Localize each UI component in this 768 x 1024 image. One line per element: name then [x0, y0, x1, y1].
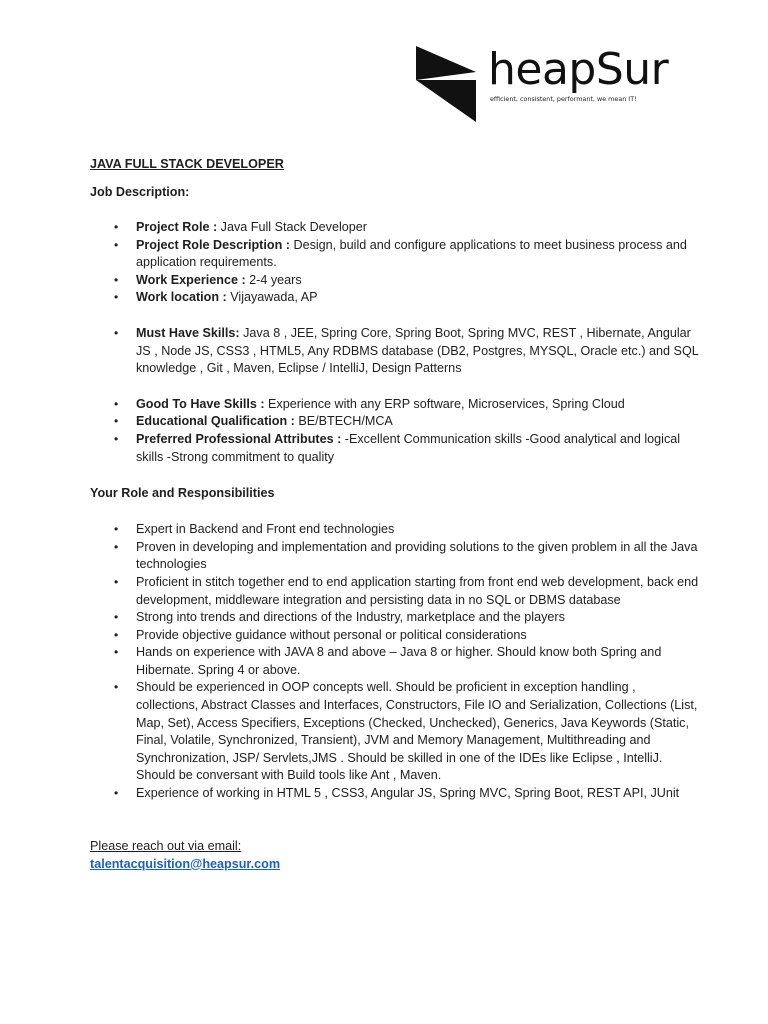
item-label: Preferred Professional Attributes : [136, 431, 342, 446]
item-text: Java 8 , JEE, Spring Core, Spring Boot, Spring MVC, REST , Hibernate, Angular JS , Node JS, CSS3 , HTML5, Any RDBMS database (DB2, Postgres, MYSQL, Oracle etc.) and SQL knowledge , Git , Maven, Eclipse / IntelliJ, Design Patterns [136, 325, 699, 376]
list-item: • Hands on experience with JAVA 8 and above – Java 8 or higher. Should know both Spring and Hibernate. Spring 4 or above. [90, 644, 700, 679]
list-item: • Proven in developing and implementation and providing solutions to the given problem in all the Java technologies [90, 539, 700, 574]
responsibilities-heading: Your Role and Responsibilities [90, 486, 275, 501]
list-item [90, 325, 700, 378]
item-text: Vijayawada, AP [226, 290, 318, 305]
item-text: -Excellent Communication skills -Good analytical and logical skills -Strong commitment to quality [136, 431, 681, 464]
email-link[interactable]: talentacquisition@heapsur.com [90, 856, 281, 871]
item-label: Project Role : [136, 220, 218, 234]
skills-list [90, 325, 700, 378]
logo-wordmark: heapSur [488, 44, 669, 95]
list-item [90, 272, 700, 290]
list-item [90, 431, 700, 466]
list-item [90, 289, 700, 307]
contact-prompt: Please reach out via email: [90, 838, 242, 853]
list-item [90, 396, 700, 414]
item-text: BE/BTECH/MCA [294, 414, 393, 429]
job-description-heading: Job Description: [90, 185, 190, 199]
page-title: JAVA FULL STACK DEVELOPER [90, 157, 284, 171]
job-posting [90, 155, 700, 873]
list-item: • Expert in Backend and Front end technologies [90, 521, 700, 539]
job-details-list [90, 219, 700, 307]
contact-section [90, 837, 700, 873]
item-label: Work location : [136, 290, 227, 305]
list-item [90, 237, 700, 272]
item-text: 2-4 years [245, 272, 302, 287]
list-item: • Should be experienced in OOP concepts well. Should be proficient in exception handling , collections, Abstract Classes and Interfaces, Constructors, File IO and Serialization, Collections (List, Map, Set), Access Specifiers, Exceptions (Checked, Unchecked), Generics, Java Keywords (Static, Final, Volatile, Synchronized, Transient), JVM and Memory Management, Multithreading and Synchronization, JSP/ Servlets,JMS . Should be skilled in one of the IDEs like Eclipse , IntelliJ. Should be conversant with Build tools like Ant , Maven. [90, 679, 700, 785]
item-label: Must Have Skills: [136, 325, 240, 340]
item-label: Good To Have Skills : [136, 396, 265, 411]
list-item: • Strong into trends and directions of the Industry, marketplace and the players [90, 609, 700, 627]
list-item [90, 219, 700, 237]
item-text: Design, build and configure applications to meet business process and application requirements. [136, 237, 687, 270]
list-item [90, 413, 700, 431]
list-item: • Experience of working in HTML 5 , CSS3, Angular JS, Spring MVC, Spring Boot, REST API, JUnit [90, 785, 700, 803]
list-item: • Provide objective guidance without personal or political considerations [90, 627, 700, 645]
logo-mark-icon [414, 46, 480, 122]
item-label: Educational Qualification : [136, 414, 295, 429]
item-text: Experience with any ERP software, Microservices, Spring Cloud [264, 396, 625, 411]
item-text: Java Full Stack Developer [217, 220, 367, 234]
qualifications-list [90, 396, 700, 466]
company-logo [414, 46, 684, 124]
logo-tagline: efficient, consistent, performant, we mean IT! [490, 95, 637, 103]
responsibilities-list [90, 521, 700, 803]
list-item: • Proficient in stitch together end to end application starting from front end web development, back end development, middleware integration and persisting data in no SQL or DBMS database [90, 574, 700, 609]
item-label: Work Experience : [136, 272, 246, 287]
item-label: Project Role Description : [136, 237, 290, 252]
